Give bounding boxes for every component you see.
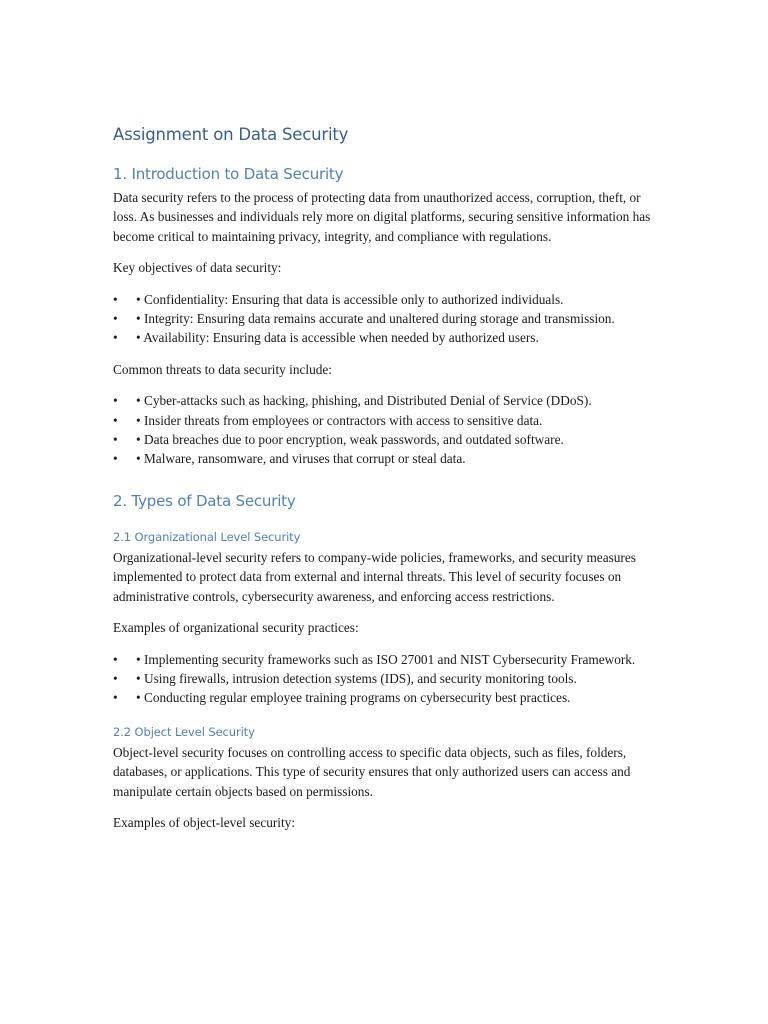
bullet-glyph: • [113,651,118,667]
bullet-glyph: • [113,432,118,448]
list-item-text: • Cyber-attacks such as hacking, phishing, and Distributed Denial of Service (DDoS). [136,393,592,409]
org-examples-list [113,650,661,708]
section-2-heading: 2. Types of Data Security [113,491,296,510]
bullet-glyph: • [113,330,118,346]
bullet-glyph: • [113,690,118,706]
list-item-text: • Implementing security frameworks such as ISO 27001 and NIST Cybersecurity Framework. [136,651,636,667]
list-item [113,391,661,410]
bullet-glyph: • [113,670,118,686]
list-item [113,411,661,430]
bullet-glyph: • [113,311,118,327]
list-item-text: • Malware, ransomware, and viruses that corrupt or steal data. [136,451,466,467]
threats-list [113,391,661,469]
list-item-text: • Confidentiality: Ensuring that data is accessible only to authorized individuals. [136,291,564,307]
list-item-text: • Using firewalls, intrusion detection systems (IDS), and security monitoring tools. [136,670,577,686]
section-1-intro: Data security refers to the process of protecting data from unauthorized access, corruption, theft, or loss. As businesses and individuals rely more on digital platforms, securing sensitive information has become critical to maintaining privacy, integrity, and compliance with regulations. [113,190,651,244]
list-item [113,669,661,688]
threats-label: Common threats to data security include: [113,361,332,377]
list-item [113,290,661,309]
list-item-text: • Insider threats from employees or contractors with access to sensitive data. [136,412,543,428]
bullet-glyph: • [113,393,118,409]
list-item-text: • Data breaches due to poor encryption, weak passwords, and outdated software. [136,432,564,448]
objectives-label: Key objectives of data security: [113,260,282,276]
subsection-2-2-heading: 2.2 Object Level Security [113,724,255,739]
bullet-glyph: • [113,291,118,307]
org-examples-label: Examples of organizational security practices: [113,620,359,636]
document-page [113,122,661,844]
list-item-text: • Integrity: Ensuring data remains accurate and unaltered during storage and transmission. [136,311,615,327]
subsection-2-2-body: Object-level security focuses on controlling access to specific data objects, such as files, folders, databases, or applications. This type of security ensures that only authorized users can access and manipulate certain objects based on permissions. [113,744,631,799]
list-item [113,650,661,669]
bullet-glyph: • [113,412,118,428]
list-item [113,430,661,449]
document-title: Assignment on Data Security [113,125,349,144]
list-item [113,328,661,347]
list-item-text: • Conducting regular employee training programs on cybersecurity best practices. [136,690,571,706]
section-1-heading: 1. Introduction to Data Security [113,165,344,183]
object-examples-label: Examples of object-level security: [113,814,296,830]
objectives-list [113,290,661,348]
list-item [113,449,661,468]
subsection-2-1-body: Organizational-level security refers to company-wide policies, frameworks, and security measures implemented to protect data from external and internal threats. This level of security focuses on administrative controls, cybersecurity awareness, and enforcing access restrictions. [113,549,636,604]
list-item [113,688,661,707]
subsection-2-1-heading: 2.1 Organizational Level Security [113,529,301,544]
list-item [113,309,661,328]
list-item-text: • Availability: Ensuring data is accessible when needed by authorized users. [136,330,539,346]
bullet-glyph: • [113,451,118,467]
